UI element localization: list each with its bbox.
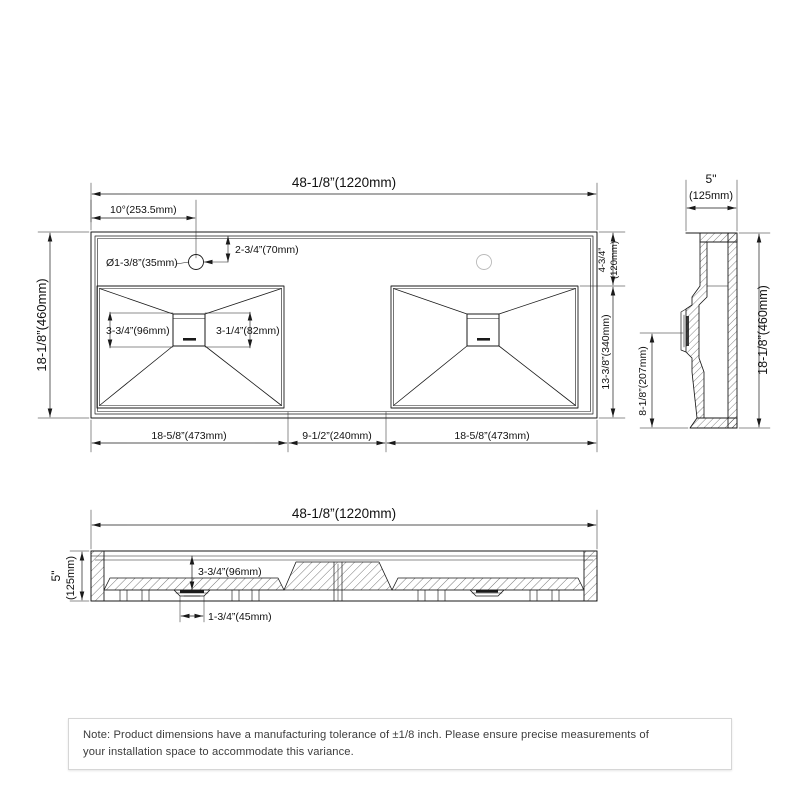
- plan-drain-right-offset-label: 3-1/4”(82mm): [216, 325, 280, 337]
- plan-overall-height-label: 18-1/8”(460mm): [34, 278, 49, 372]
- front-section-drain-depth-label: 3-3/4”(96mm): [198, 566, 262, 578]
- front-section-thickness-label-line2: (125mm): [65, 555, 77, 601]
- plan-basin-depth-label: 13-3/8”(340mm): [600, 314, 612, 390]
- plan-hole-diameter-label: Ø1-3/8”(35mm): [106, 257, 178, 269]
- tolerance-note-line-2: your installation space to accommodate this variance.: [83, 746, 354, 758]
- plan-right-basin-width-label: 18-5/8”(473mm): [454, 430, 530, 442]
- side-width-dim: [686, 180, 737, 231]
- front-section-thickness-label-line1: 5": [49, 570, 63, 582]
- plan-overall-width-label: 48-1/8”(1220mm): [291, 175, 397, 190]
- side-width-label-line2: (125mm): [688, 190, 734, 202]
- plan-drain-left-offset-label: 3-3/4”(96mm): [106, 325, 170, 337]
- side-bowl-height-label: 8-1/8”(207mm): [637, 346, 649, 416]
- front-section-view: [91, 551, 597, 601]
- tolerance-note-box: [68, 718, 732, 770]
- side-section-view: [681, 233, 737, 428]
- side-overall-height-label: 18-1/8”(460mm): [756, 285, 770, 375]
- plan-center-gap-label: 9-1/2”(240mm): [302, 430, 372, 442]
- plan-deck-depth-label-line2: (120mm): [609, 240, 620, 280]
- plan-left-basin-width-label: 18-5/8”(473mm): [151, 430, 227, 442]
- plan-deck-depth-label-line1: 4-3/4”: [597, 247, 608, 273]
- side-width-label-line1: 5": [705, 172, 717, 186]
- plan-faucet-offset-label: 10°(253.5mm): [110, 204, 177, 216]
- tolerance-note-line-1: Note: Product dimensions have a manufacturing tolerance of ±1/8 inch. Please ensure precise measurements of: [83, 729, 649, 741]
- front-section-drain-width-label: 1-3/4”(45mm): [208, 611, 272, 623]
- front-section-width-label: 48-1/8”(1220mm): [291, 506, 397, 521]
- plan-faucet-back-offset-label: 2-3/4”(70mm): [235, 244, 299, 256]
